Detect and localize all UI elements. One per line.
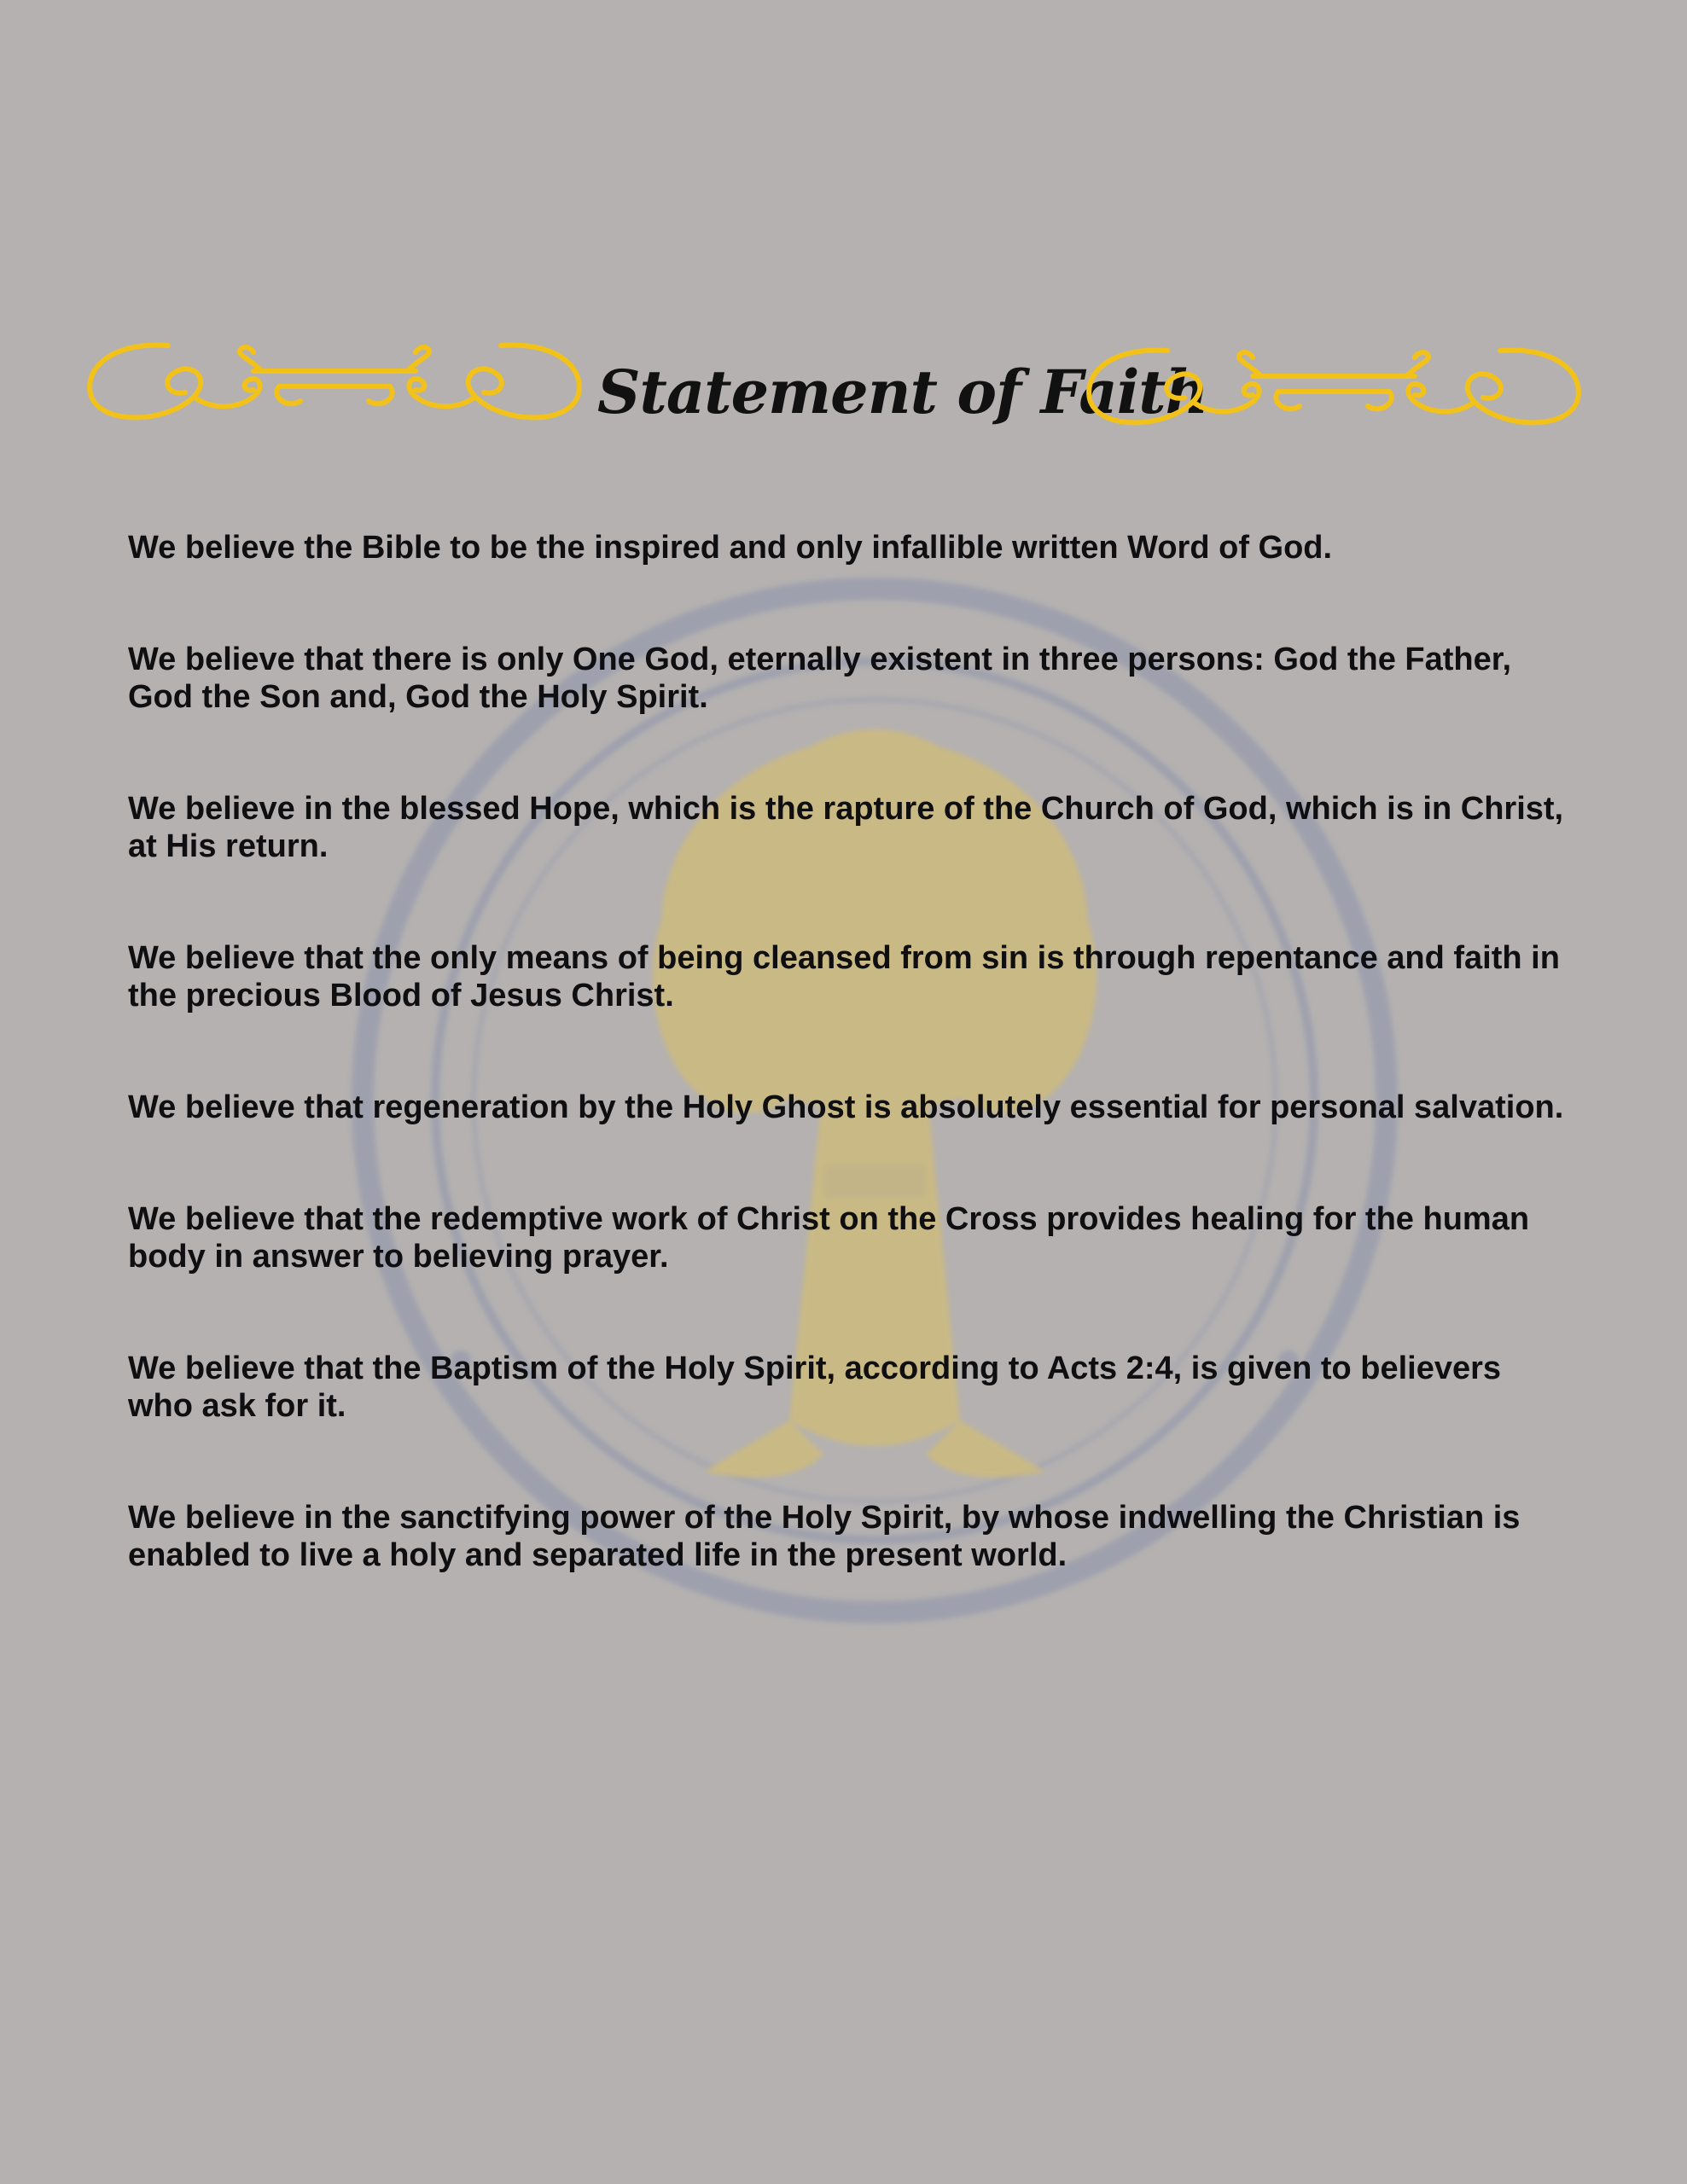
page-title: Statement of Faith	[597, 357, 1208, 427]
belief-item-baptism: We believe that the Baptism of the Holy Spirit, according to Acts 2:4, is given to believers who ask for it.	[128, 1350, 1502, 1424]
belief-item-regeneration: We believe that regeneration by the Holy Ghost is absolutely essential for personal salvation.	[128, 1089, 1564, 1125]
belief-item-trinity: We believe that there is only One God, eternally existent in three persons: God the Father, God the Son and, God the Holy Spirit.	[128, 642, 1512, 715]
belief-item-blessed-hope: We believe in the blessed Hope, which is the rapture of the Church of God, which is in Christ, at His return.	[128, 791, 1564, 864]
belief-item-bible: We believe the Bible to be the inspired and only infallible written Word of God.	[128, 530, 1333, 566]
belief-item-healing: We believe that the redemptive work of Christ on the Cross provides healing for the human body in answer to believing prayer.	[128, 1201, 1530, 1275]
beliefs-list	[128, 529, 1570, 1648]
belief-item-sanctification: We believe in the sanctifying power of the Holy Spirit, by whose indwelling the Christian is enabled to live a holy and separated life in the present world.	[128, 1500, 1521, 1573]
belief-item-cleansed-from-sin: We believe that the only means of being cleansed from sin is through repentance and faith in the precious Blood of Jesus Christ.	[128, 940, 1560, 1014]
header	[0, 337, 1687, 448]
gold-scroll-flourish-icon	[1082, 342, 1585, 436]
gold-scroll-flourish-icon	[83, 337, 586, 431]
